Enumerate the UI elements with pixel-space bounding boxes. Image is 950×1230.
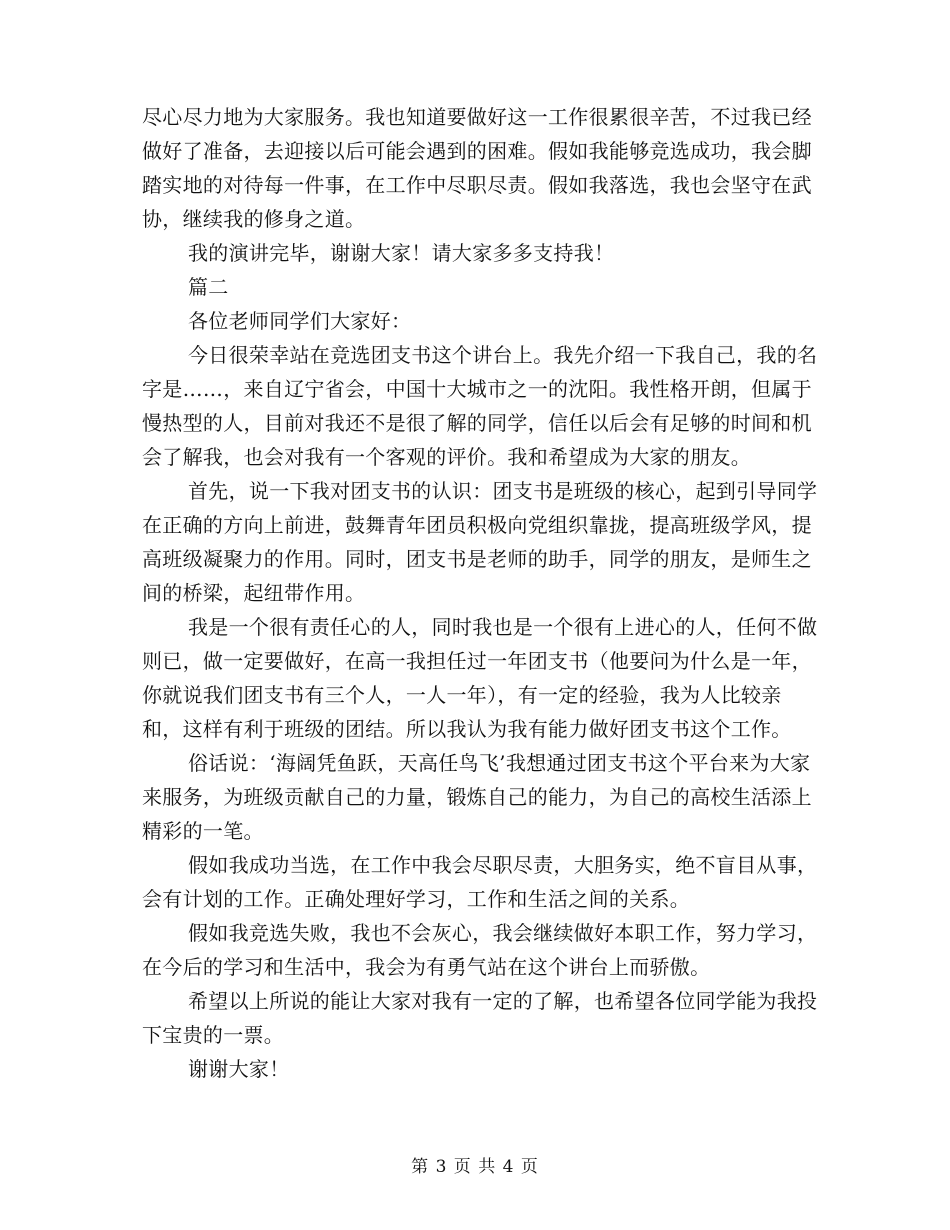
paragraph-if-not-elected: 假如我竞选失败，我也不会灰心，我会继续做好本职工作，努力学习，在今后的学习和生活中，我会为有勇气站在这个讲台上而骄傲。 [142, 921, 818, 979]
paragraph-proverb: 俗话说：‘海阔凭鱼跃，天高任鸟飞’我想通过团支书这个平台来为大家来服务，为班级贡献自己的力量，锻炼自己的能力，为自己的高校生活添上精彩的一笔。 [142, 751, 812, 843]
page-number-footer: 第 3 页 共 4 页 [411, 1157, 539, 1177]
paragraph-experience: 我是一个很有责任心的人，同时我也是一个很有上进心的人，任何不做则已，做一定要做好，在高一我担任过一年团支书（他要问为什么是一年，你就说我们团支书有三个人，一人一年），有一定的经验，我为人比较亲和，这样有利于班级的团结。所以我认为我有能力做好团支书这个工作。 [142, 615, 818, 741]
paragraph-continuation: 尽心尽力地为大家服务。我也知道要做好这一工作很累很辛苦，不过我已经做好了准备，去迎接以后可能会遇到的困难。假如我能够竞选成功，我会脚踏实地的对待每一件事，在工作中尽职尽责。假如我落选，我也会坚守在武协，继续我的修身之道。 [142, 105, 812, 231]
paragraph-hope: 希望以上所说的能让大家对我有一定的了解，也希望各位同学能为我投下宝贵的一票。 [142, 989, 818, 1047]
paragraph-final-thanks: 谢谢大家！ [188, 1057, 290, 1081]
paragraph-if-elected: 假如我成功当选，在工作中我会尽职尽责，大胆务实，绝不盲目从事，会有计划的工作。正确处理好学习，工作和生活之间的关系。 [142, 853, 818, 911]
paragraph-role-understanding: 首先，说一下我对团支书的认识：团支书是班级的核心，起到引导同学在正确的方向上前进，鼓舞青年团员积极向党组织靠拢，提高班级学风，提高班级凝聚力的作用。同时，团支书是老师的助手，同学的朋友，是师生之间的桥梁，起纽带作用。 [142, 479, 818, 605]
paragraph-self-intro: 今日很荣幸站在竞选团支书这个讲台上。我先介绍一下我自己，我的名字是……，来自辽宁省会，中国十大城市之一的沈阳。我性格开朗，但属于慢热型的人，目前对我还不是很了解的同学，信任以后会有足够的时间和机会了解我，也会对我有一个客观的评价。我和希望成为大家的朋友。 [142, 343, 818, 469]
section-heading: 篇二 [188, 275, 229, 299]
document-body [142, 100, 822, 1086]
paragraph-closing-thanks: 我的演讲完毕，谢谢大家！请大家多多支持我！ [188, 241, 615, 265]
paragraph-greeting: 各位老师同学们大家好： [188, 309, 412, 333]
